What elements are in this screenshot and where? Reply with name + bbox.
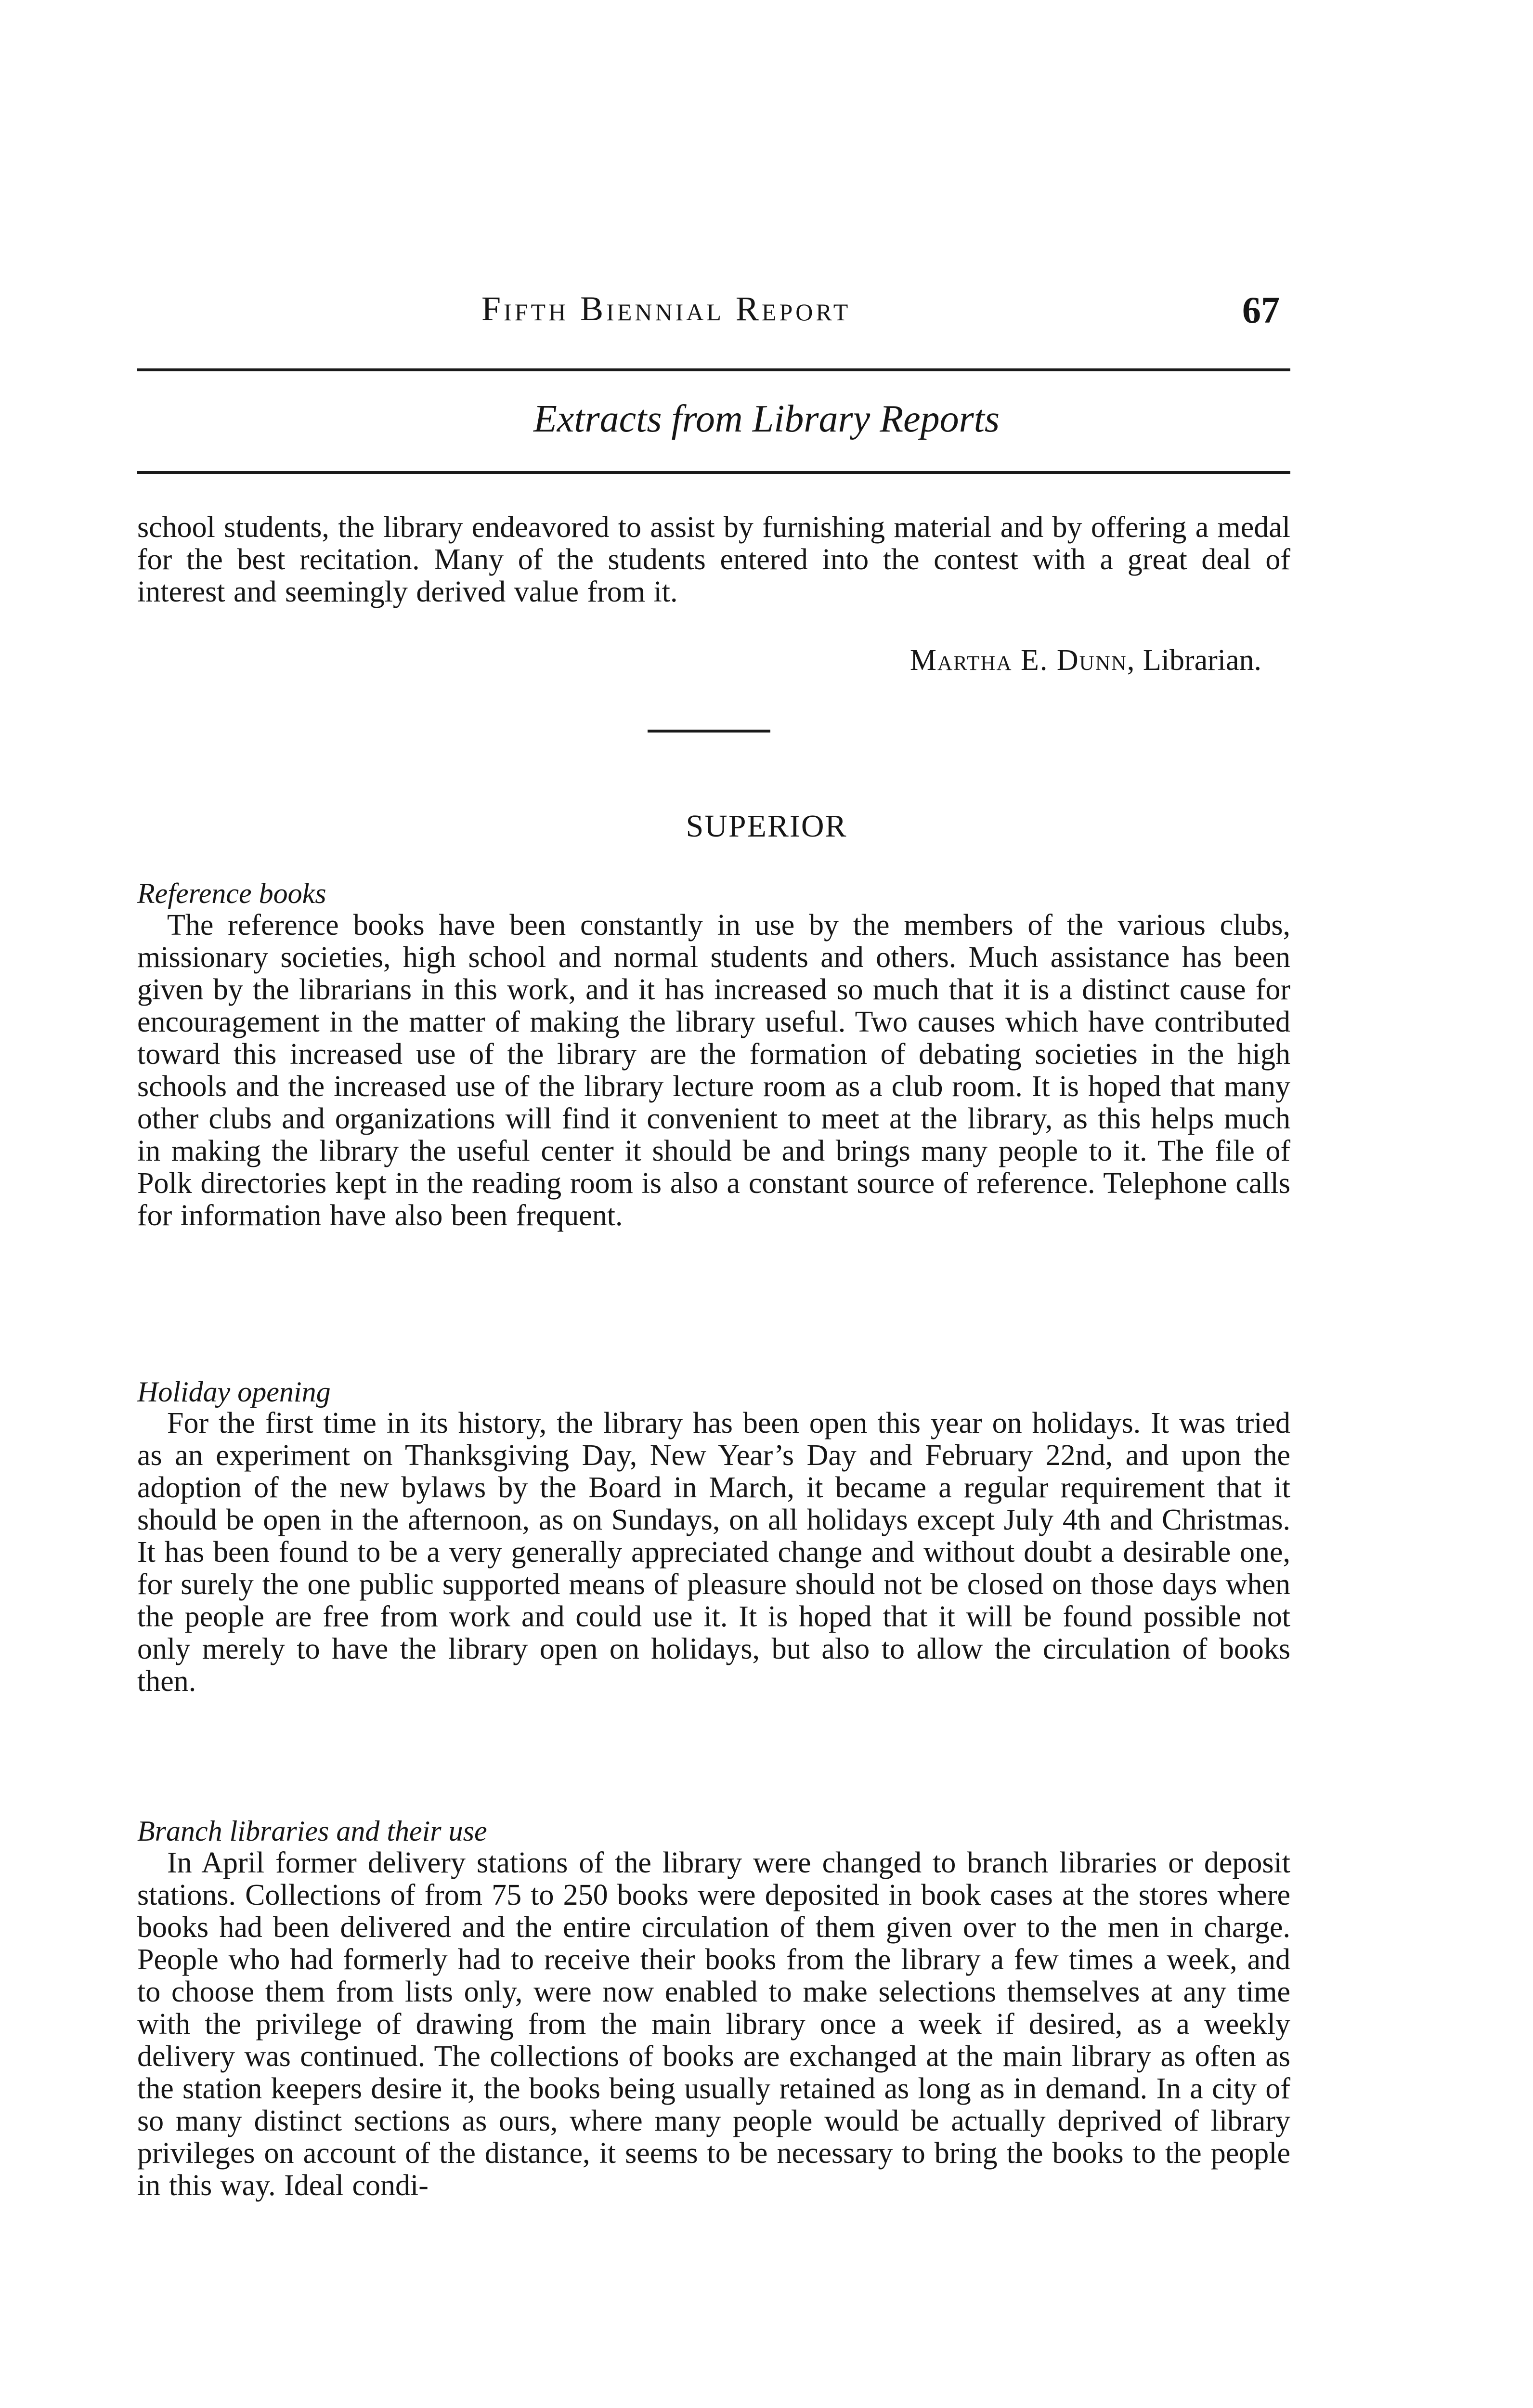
city-heading: SUPERIOR bbox=[686, 809, 847, 844]
paragraph-holiday-opening bbox=[137, 1407, 1290, 1698]
paragraph-reference-books bbox=[137, 909, 1290, 1232]
signature-role: Librarian. bbox=[1143, 644, 1261, 677]
subheading-holiday-opening: Holiday opening bbox=[137, 1376, 331, 1408]
header-rule-top bbox=[137, 368, 1290, 371]
page-number: 67 bbox=[1242, 289, 1280, 331]
continuation-paragraph bbox=[137, 511, 1290, 608]
section-divider bbox=[648, 730, 770, 733]
paragraph-branch-libraries bbox=[137, 1847, 1290, 2202]
paragraph-text: In April former delivery stations of the library were changed to branch libraries or deposit stations. Collections of from 75 to 250 books were deposited in book cases at the stores where books had been delivered and the entire circulation of them given over to the men in charge. People who had formerly had to receive their books from the library a few times a week, and to choose them from lists only, were now enabled to make selections themselves at any time with the privilege of drawing from the main library once a week if desired, as a weekly delivery was continued. The collections of books are exchanged at the main library as often as the station keepers desire it, the books being usually retained as long as in demand. In a city of so many distinct sections as ours, where many people would be actually deprived of library privileges on account of the distance, it seems to be necessary to bring the books to the people in this way. Ideal condi- bbox=[137, 1846, 1290, 2202]
paragraph-text: The reference books have been constantly in use by the members of the various clubs, missionary societies, high school and normal students and others. Much assistance has been given by the librarians in this work, and it has increased so much that it is a distinct cause for encouragement in the matter of making the library useful. Two causes which have contributed toward this increased use of the library are the formation of debating societies in the high schools and the increased use of the library lecture room as a club room. It is hoped that many other clubs and organizations will find it convenient to meet at the library, as this helps much in making the library the useful center it should be and brings many people to it. The file of Polk directories kept in the reading room is also a constant source of reference. Telephone calls for information have also been frequent. bbox=[137, 909, 1290, 1232]
signature bbox=[481, 645, 1261, 675]
paragraph-text: For the first time in its history, the library has been open this year on holidays. It was tried as an experiment on Thanksgiving Day, New Year’s Day and February 22nd, and upon the adoption of the new bylaws by the Board in March, it became a regular requirement that it should be open in the afternoon, as on Sundays, on all holidays except July 4th and Christmas. It has been found to be a very generally appreciated change and without doubt a desirable one, for surely the one public supported means of pleasure should not be closed on those days when the people are free from work and could use it. It is hoped that it will be found possible not only merely to have the library open on holidays, but also to allow the circulation of books then. bbox=[137, 1407, 1290, 1698]
header-rule-bottom bbox=[137, 471, 1290, 474]
signature-name: Martha E. Dunn, bbox=[909, 644, 1136, 677]
subheading-reference-books: Reference books bbox=[137, 877, 326, 909]
running-title: Fifth Biennial Report bbox=[481, 289, 851, 328]
subheading-branch-libraries: Branch libraries and their use bbox=[137, 1815, 487, 1847]
continuation-text: school students, the library endeavored to assist by furnishing material and by offering a medal for the best recitation. Many of the students entered into the contest with a great deal of interest and seemingly derived value from it. bbox=[137, 511, 1290, 608]
section-title: Extracts from Library Reports bbox=[533, 398, 1000, 440]
